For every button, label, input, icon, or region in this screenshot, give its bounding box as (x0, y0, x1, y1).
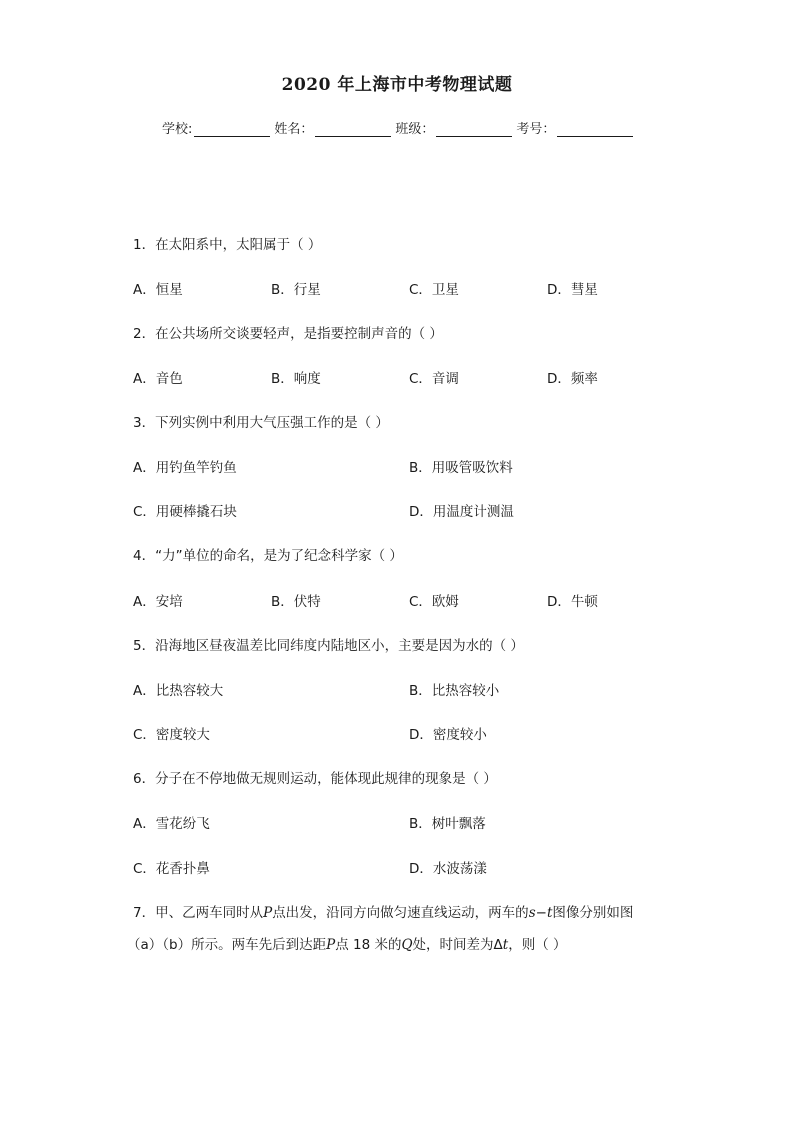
option-a[interactable]: A．恒星 (133, 282, 183, 298)
option-a[interactable]: A．比热容较大 (133, 683, 224, 699)
q7-dash: − (535, 905, 547, 921)
question-2-stem: 2．在公共场所交谈要轻声，是指要控制声音的（ ） (133, 326, 443, 342)
option-d[interactable]: D．彗星 (547, 282, 598, 298)
class-label: 班级： (395, 122, 435, 137)
name-label: 姓名： (274, 122, 314, 137)
q7-text: 点 18 米的 (335, 937, 402, 953)
option-c[interactable]: C．卫星 (409, 282, 459, 298)
option-d[interactable]: D．牛顿 (547, 594, 598, 610)
school-blank[interactable] (194, 123, 270, 137)
page-title: 2020 年上海市中考物理试题 (281, 75, 513, 95)
name-blank[interactable] (315, 123, 391, 137)
exam-no-blank[interactable] (557, 123, 633, 137)
question-7-stem-line2 (127, 933, 567, 953)
option-b[interactable]: B．树叶飘落 (409, 816, 486, 832)
q7-text: 点出发，沿同方向做匀速直线运动，两车的 (272, 905, 529, 921)
class-blank[interactable] (436, 123, 512, 137)
question-5-stem: 5．沿海地区昼夜温差比同纬度内陆地区小，主要是因为水的（ ） (133, 638, 524, 654)
option-c[interactable]: C．用硬棒撬石块 (133, 504, 237, 520)
option-c[interactable]: C．音调 (409, 371, 459, 387)
q7-point-q: Q (401, 937, 413, 953)
q7-t-var: t (502, 937, 509, 953)
option-b[interactable]: B．响度 (271, 371, 321, 387)
option-d[interactable]: D．密度较小 (409, 727, 487, 743)
q7-text: 图像分别如图 (552, 905, 634, 921)
question-7-stem-line1 (133, 901, 633, 921)
question-3-stem: 3．下列实例中利用大气压强工作的是（ ） (133, 415, 389, 431)
q7-text: （a）（b）所示。两车先后到达距 (127, 937, 327, 953)
question-6-stem: 6．分子在不停地做无规则运动，能体现此规律的现象是（ ） (133, 771, 497, 787)
option-c[interactable]: C．欧姆 (409, 594, 459, 610)
q7-t-var: t (546, 905, 553, 921)
q7-s-var: s (528, 905, 536, 921)
q7-point-p: P (263, 905, 273, 921)
q7-text: ，则（ ） (508, 937, 567, 953)
option-b[interactable]: B．用吸管吸饮料 (409, 460, 513, 476)
option-a[interactable]: A．雪花纷飞 (133, 816, 210, 832)
option-d[interactable]: D．水波荡漾 (409, 861, 487, 877)
option-d[interactable]: D．频率 (547, 371, 598, 387)
question-4-stem: 4．“力”单位的命名，是为了纪念科学家（ ） (133, 548, 403, 564)
school-label: 学校: (162, 122, 193, 137)
option-c[interactable]: C．密度较大 (133, 727, 210, 743)
exam-no-label: 考号： (516, 122, 556, 137)
option-b[interactable]: B．行星 (271, 282, 321, 298)
question-1-stem: 1．在太阳系中，太阳属于（ ） (133, 237, 322, 253)
option-b[interactable]: B．比热容较小 (409, 683, 500, 699)
q7-text: 处，时间差为Δ (412, 937, 503, 953)
student-info-row (162, 118, 637, 137)
option-a[interactable]: A．安培 (133, 594, 183, 610)
q7-text: 7．甲、乙两车同时从 (133, 905, 264, 921)
option-d[interactable]: D．用温度计测温 (409, 504, 514, 520)
option-a[interactable]: A．用钓鱼竿钓鱼 (133, 460, 237, 476)
q7-point-p: P (326, 937, 336, 953)
option-a[interactable]: A．音色 (133, 371, 183, 387)
option-c[interactable]: C．花香扑鼻 (133, 861, 210, 877)
option-b[interactable]: B．伏特 (271, 594, 321, 610)
